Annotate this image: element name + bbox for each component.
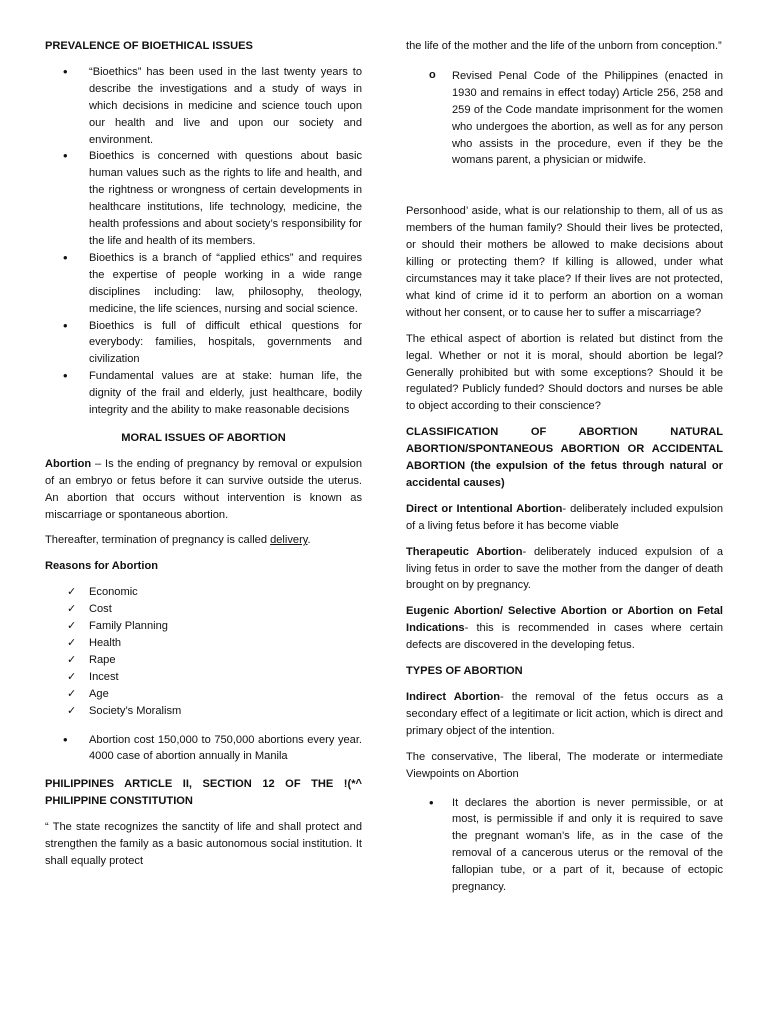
checkmark-icon: ✓	[67, 670, 77, 683]
checkmark-icon: ✓	[67, 603, 77, 616]
checkmark-icon: ✓	[67, 620, 77, 633]
list-item	[45, 601, 362, 618]
list-item: • Bioethics is full of difficult ethical questions for everybody: families, hospitals, governments and civilization	[45, 318, 362, 369]
reason-label: Family Planning	[89, 620, 168, 633]
reason-label: Age	[89, 687, 109, 700]
types-heading: TYPES OF ABORTION	[406, 665, 523, 678]
list-item: • It declares the abortion is never permissible, or at most, is permissible if and only it is required to save the pregnant woman’s life, as in the case of the removal of a cancerous uterus or the removal of the fallopian tube, or a part of it, because of ectopic pregnancy.	[406, 795, 723, 896]
penal-code-list	[406, 68, 723, 169]
checkmark-icon: ✓	[67, 586, 77, 599]
checkmark-icon: ✓	[67, 637, 77, 649]
reason-label: Cost	[89, 603, 112, 616]
therapeutic-term: Therapeutic Abortion	[406, 545, 523, 558]
delivery-word: delivery	[270, 534, 308, 547]
reason-label: Health	[89, 637, 122, 649]
therapeutic-definition: - deliberately induced expulsion of a living fetus in order to save the mother from the danger of death brought on by pregnancy.	[406, 545, 723, 592]
list-item	[45, 703, 362, 720]
period: .	[307, 534, 311, 547]
list-item: • Abortion cost 150,000 to 750,000 abortions every year. 4000 case of abortion annually in Manila	[45, 732, 362, 766]
eugenic-definition: - this is recommended in cases where certain defects are discovered in the developing fetus.	[406, 622, 723, 652]
classification-heading: CLASSIFICATION OF ABORTION NATURAL ABORTION/SPONTANEOUS ABORTION OR ACCIDENTAL ABORTION (the expulsion of the fetus through natural or accidental causes)	[406, 426, 723, 489]
thereafter-text: Thereafter, termination of pregnancy is called	[45, 534, 271, 547]
direct-term: Direct or Intentional Abortion	[406, 502, 563, 515]
checkmark-icon: ✓	[67, 687, 77, 700]
direct-abortion	[406, 501, 723, 535]
list-item: • Bioethics is concerned with questions about basic human values such as the rights to life and health, and the rightness or wrongness of certain developments in healthcare institutions, life technology, medicine, the health professions and about society’s responsibility for the life and health of its members.	[45, 148, 362, 249]
moral-issues-heading: MORAL ISSUES OF ABORTION	[121, 431, 286, 444]
indirect-abortion	[406, 689, 723, 740]
eugenic-abortion	[406, 603, 723, 654]
list-item	[45, 652, 362, 669]
viewpoints-list	[406, 795, 723, 896]
direct-definition: - deliberately included expulsion of a living fetus before it has become viable	[406, 502, 724, 532]
abortion-term: Abortion	[45, 457, 92, 470]
list-item	[45, 635, 362, 652]
article-heading: PHILIPPINES ARTICLE II, SECTION 12 OF THE !(*^ PHILIPPINE CONSTITUTION	[45, 778, 362, 808]
abortion-definition	[45, 456, 362, 524]
list-item	[45, 584, 362, 601]
reason-label: Society’s Moralism	[89, 704, 182, 717]
checkmark-icon: ✓	[67, 704, 77, 717]
list-item	[45, 686, 362, 703]
prevalence-list	[45, 64, 362, 419]
eugenic-term: Eugenic Abortion/ Selective Abortion or Abortion on Fetal Indications	[406, 605, 723, 635]
reason-label: Rape	[89, 653, 116, 666]
article-text: “ The state recognizes the sanctity of life and shall protect and strengthen the family as a basic autonomous social institution. It shall equally protect	[45, 821, 362, 867]
reasons-list	[45, 584, 362, 719]
right-column	[406, 38, 723, 896]
reason-label: Incest	[89, 670, 119, 683]
list-item: • “Bioethics” has been used in the last twenty years to describe the investigations and a study of ways in which decisions in medicine and science touch upon our health and live and upon our society and environment.	[45, 64, 362, 149]
personhood-paragraph: Personhood’ aside, what is our relationship to them, all of us as members of the human family? Should their lives be protected, or should their mothers be allowed to make decisions about killing or protecting them? If killing is allowed, under what circumstances may it take place? If their lives are not protected, what kind of crime id it to perform an abortion on a woman without her consent, or to cause her to suffer a miscarriage?	[406, 205, 723, 319]
list-item	[45, 669, 362, 686]
thereafter-paragraph	[45, 532, 362, 549]
prevalence-heading: PREVALENCE OF BIOETHICAL ISSUES	[45, 40, 253, 52]
reasons-heading: Reasons for Abortion	[45, 560, 158, 573]
cost-list	[45, 732, 362, 766]
article-continued: the life of the mother and the life of the unborn from conception.”	[406, 40, 722, 52]
list-item	[45, 618, 362, 635]
ethical-paragraph: The ethical aspect of abortion is related but distinct from the legal. Whether or not it is moral, should abortion be legal? Generally prohibited but with some exceptions? Should it be regulated? Publicly funded? Should doctors and nurses be able to object according to their conscience?	[406, 332, 723, 413]
list-item: o Revised Penal Code of the Philippines (enacted in 1930 and remains in effect today) Article 256, 258 and 259 of the Code mandate imprisonment for the women who undergoes the abortion, as well as for any person who assists in the procedure, even if they be the womans parent, a physician or midwife.	[406, 68, 723, 169]
list-item: • Fundamental values are at stake: human life, the dignity of the frail and elderly, just healthcare, bodily integrity and the ability to make reasonable decisions	[45, 368, 362, 419]
therapeutic-abortion	[406, 544, 723, 595]
left-column	[45, 38, 362, 879]
list-item: • Bioethics is a branch of “applied ethics” and requires the expertise of people working in a wide range disciplines including: law, philosophy, theology, medicine, the life sciences, nursing and social science.	[45, 250, 362, 318]
indirect-term: Indirect Abortion	[406, 691, 501, 703]
checkmark-icon: ✓	[67, 653, 77, 666]
abortion-definition-text: – Is the ending of pregnancy by removal or expulsion of an embryo or fetus before it can survive outside the uterus. An abortion that occurs without intervention is known as miscarriage or spontaneous abortion.	[45, 457, 362, 521]
reason-label: Economic	[89, 586, 138, 599]
viewpoints-paragraph: The conservative, The liberal, The moderate or intermediate Viewpoints on Abortion	[406, 750, 723, 780]
indirect-definition: - the removal of the fetus occurs as a secondary effect of a legitimate or licit action, which is direct and primary object of the intention.	[406, 691, 723, 737]
